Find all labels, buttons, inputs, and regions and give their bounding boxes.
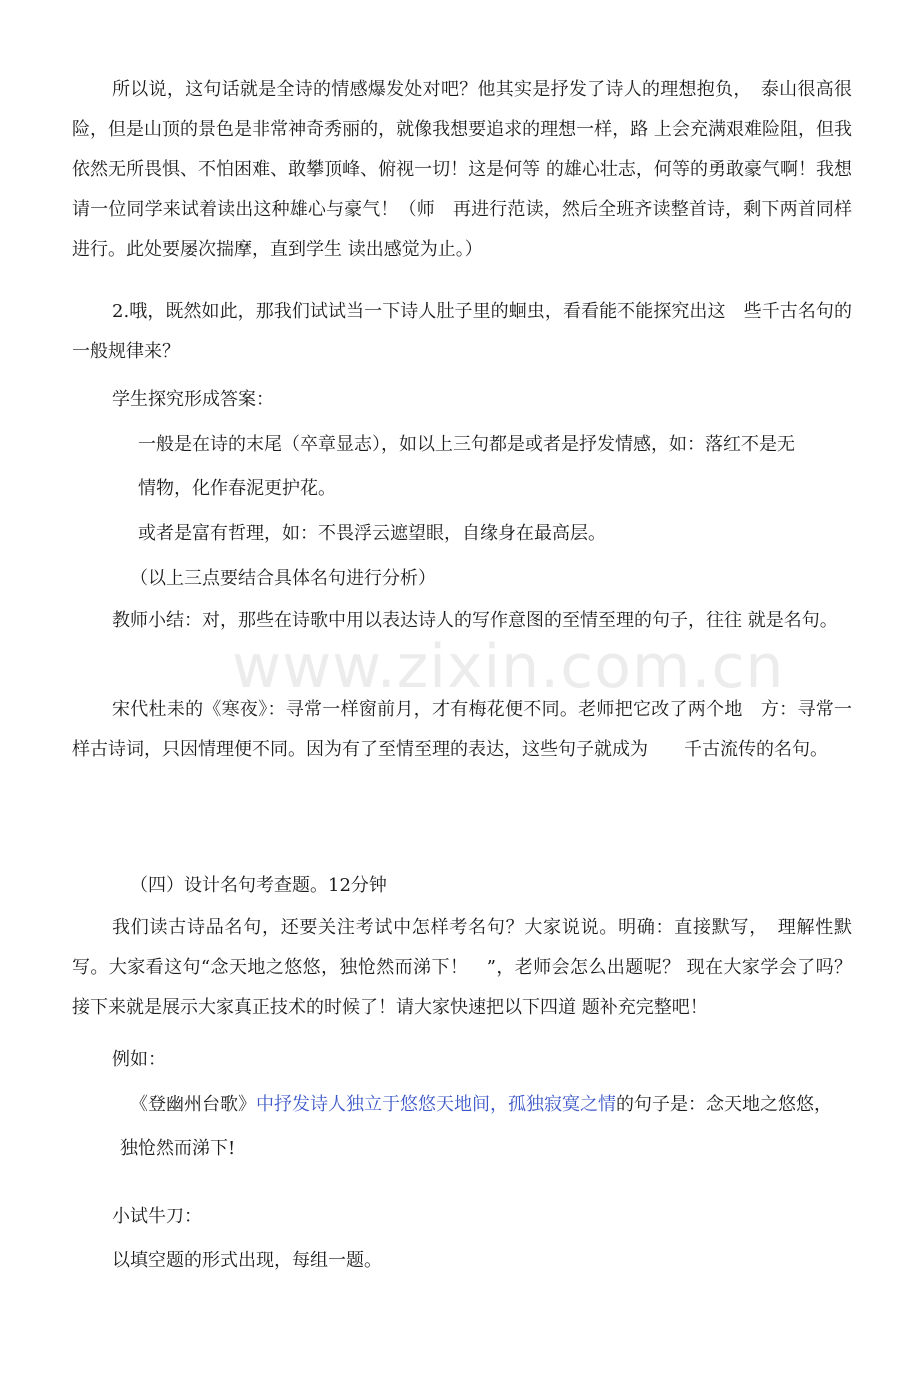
paragraph-explore-rules: 2.哦，既然如此，那我们试试当一下诗人肚子里的蛔虫，看看能不能探究出这 些千古名句的一般规律来？ xyxy=(72,301,852,362)
analysis-note: （以上三点要结合具体名句进行分析） xyxy=(130,568,436,589)
exam-paragraph: 我们读古诗品名句，还要关注考试中怎样考名句？大家说说。明确：直接默写， 理解性默写。大家看这句“念天地之悠悠，独怆然而涕下！ ”，老师会怎么出题呢？ 现在大家学会了吗？接下来就是展示大家真正技术的时候了！请大家快速把以下四道 题补充完整吧！ xyxy=(72,917,852,1018)
example-poem-title: 《登幽州台歌》 xyxy=(130,1094,256,1115)
paragraph-ideal-ambition: 所以说，这句话就是全诗的情感爆发处对吧？他其实是抒发了诗人的理想抱负， 泰山很高很险，但是山顶的景色是非常神奇秀丽的，就像我想要追求的理想一样，路 上会充满艰难险阻，但我依然无所畏惧、不怕困难、敢攀顶峰、俯视一切！这是何等 的雄心壮志，何等的勇敢豪气啊！我想请一位同学来试着读出这种雄心与豪气！（师 再进行范读，然后全班齐读整首诗，剩下两首同样进行。此处要屡次揣摩，直到学生 读出感觉为止。） xyxy=(72,79,852,260)
fill-blank-note: 以填空题的形式出现，每组一题。 xyxy=(112,1250,382,1271)
example-answer: 的句子是：念天地之悠悠， xyxy=(616,1094,832,1115)
answer-line-2: 情物，化作春泥更护花。 xyxy=(138,478,336,499)
example-highlight: 中抒发诗人独立于悠悠天地间，孤独寂寞之情 xyxy=(256,1094,616,1115)
students-explore-label: 学生探究形成答案： xyxy=(112,389,274,410)
example-line-1 xyxy=(130,1085,832,1125)
try-label: 小试牛刀： xyxy=(112,1206,202,1227)
answer-line-1: 一般是在诗的末尾（卒章显志），如以上三句都是或者是抒发情感，如：落红不是无 xyxy=(138,434,795,455)
example-label: 例如： xyxy=(112,1049,166,1070)
example-line-2: 独怆然而涕下! xyxy=(120,1138,236,1159)
answer-line-3: 或者是富有哲理，如：不畏浮云遮望眼，自缘身在最高层。 xyxy=(138,523,606,544)
song-dynasty-paragraph: 宋代杜耒的《寒夜》：寻常一样窗前月，才有梅花便不同。老师把它改了两个地 方：寻常一样古诗词，只因情理便不同。因为有了至情至理的表达，这些句子就成为 千古流传的名句。 xyxy=(72,699,852,760)
section-4-heading: （四）设计名句考查题。12分钟 xyxy=(130,875,387,896)
watermark: www.zixin.com.cn xyxy=(232,632,785,702)
teacher-summary: 教师小结：对，那些在诗歌中用以表达诗人的写作意图的至情至理的句子，往往 就是名句。 xyxy=(112,610,838,631)
